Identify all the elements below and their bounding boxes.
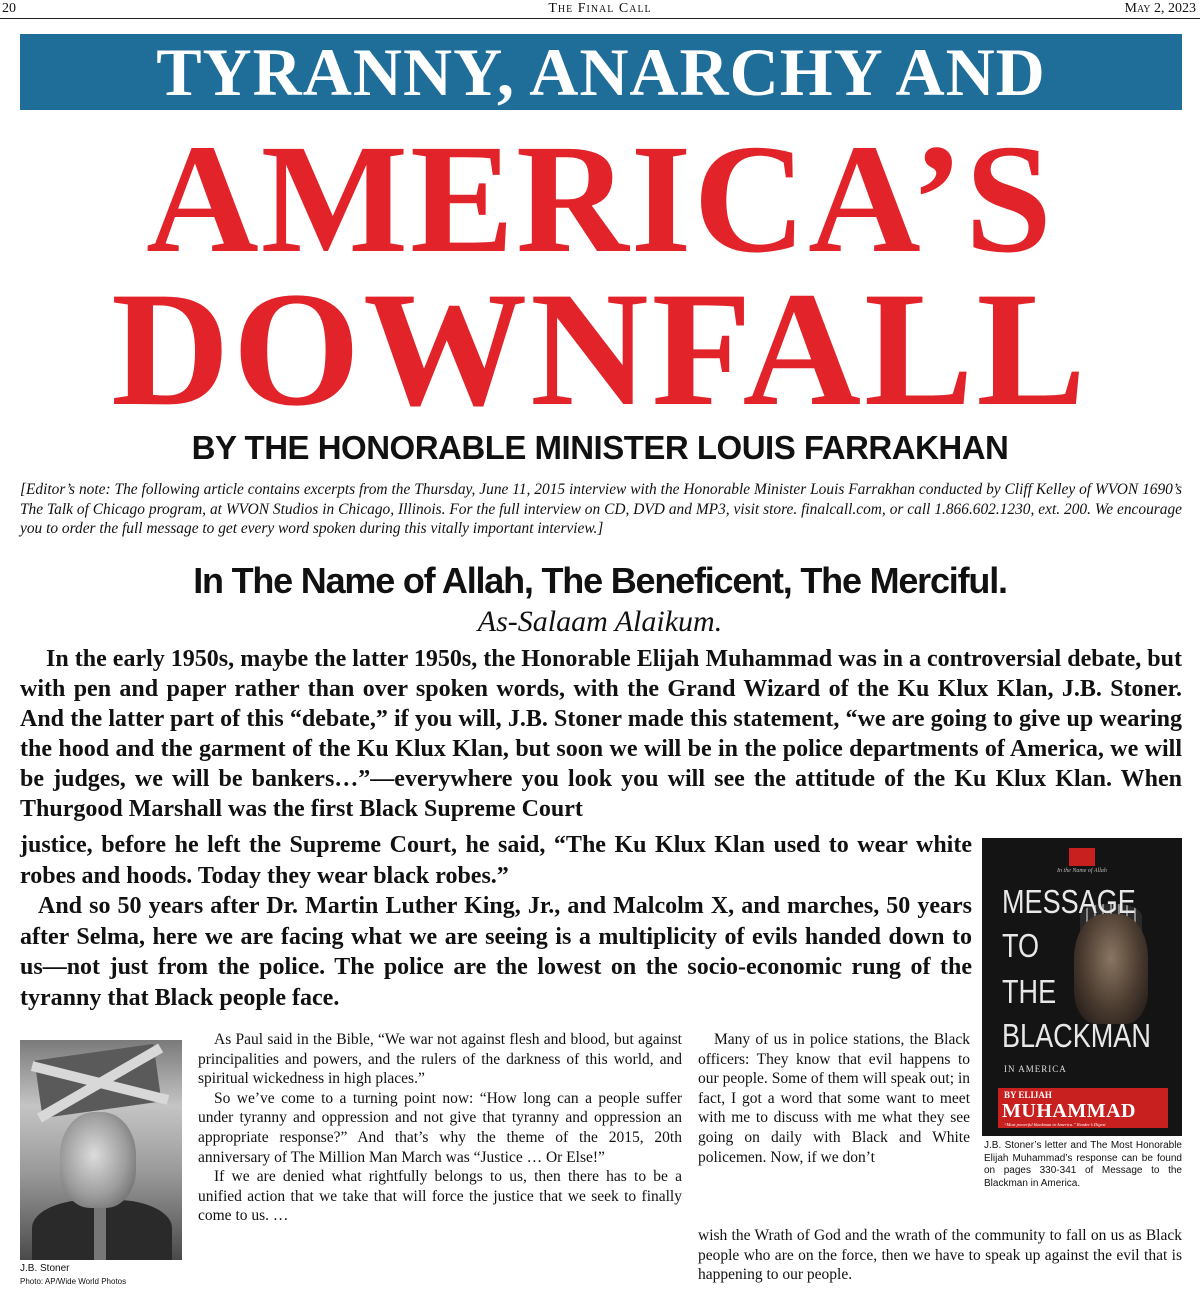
- body-column-3: [698, 1030, 970, 1167]
- salaam-greeting: As-Salaam Alaikum.: [477, 605, 723, 638]
- headline-line-2: DOWNFALL: [111, 259, 1089, 440]
- body-paragraph: So we’ve come to a turning point now: “How long can a people suffer under tyranny and oppression and not give that tyranny and oppression an appropriate response?” And that’s why the theme of the 2015, 20th anniversary of The Million Man March was “Justice … Or Else!”: [198, 1089, 682, 1166]
- book-subtitle: IN AMERICA: [1004, 1064, 1067, 1074]
- bismillah-heading: In The Name of Allah, The Beneficent, The Merciful.: [193, 560, 1007, 601]
- masthead: [0, 0, 1200, 20]
- masthead-rule: [0, 18, 1200, 19]
- body-paragraph: As Paul said in the Bible, “We war not against flesh and blood, but against principalities and powers, and the rulers of the darkness of this world, and spiritual wickedness in high places.”: [198, 1031, 682, 1088]
- tie: [94, 1202, 106, 1260]
- book-title-line: THE: [1002, 973, 1057, 1010]
- book-title-line: MESSAGE: [1002, 883, 1136, 920]
- lead-paragraph: [20, 644, 1182, 824]
- lead-text-narrow: justice, before he left the Supreme Court, he said, “The Ku Klux Klan used to wear white robes and hoods. Today they wear black robes.”: [20, 832, 972, 889]
- book-author: MUHAMMAD: [1002, 1100, 1136, 1122]
- book-top-text: In the Name of Allah: [1057, 868, 1107, 874]
- book-quote: “Most powerful blackman in America.” Reader’s Digest: [1004, 1122, 1106, 1127]
- portrait-face: [1074, 914, 1148, 1024]
- portrait-head: [60, 1112, 136, 1208]
- lead-continuation: [20, 830, 972, 1013]
- jb-stoner-photo: [20, 1040, 182, 1260]
- body-column-3-continued: wish the Wrath of God and the wrath of the community to fall on us as Black people who are on the force, then we have to speak up against the evil that is happening to our people.: [698, 1227, 1182, 1284]
- body-column-2: [198, 1030, 682, 1226]
- photo-caption: J.B. Stoner: [20, 1263, 70, 1274]
- body-paragraph: If we are denied what rightfully belongs to us, then there has to be a unified action that we take that will force the justice that we seek to finally come to us. …: [198, 1168, 682, 1225]
- byline: BY THE HONORABLE MINISTER LOUIS FARRAKHAN: [191, 429, 1009, 466]
- lead-text-wide: In the early 1950s, maybe the latter 1950s, the Honorable Elijah Muhammad was in a controversial debate, but with pen and paper rather than over spoken words, with the Grand Wizard of the Ku Klux Klan, J.B. Stoner. And the latter part of this “debate,” if you will, J.B. Stoner made this statement, “we are going to give up wearing the hood and the garment of the Ku Klux Klan, but soon we will be in the police departments of America, we will be judges, we will be bankers…”—everywhere you look you will see the attitude of the Ku Klux Klan. When Thurgood Marshall was the first Black Supreme Court: [20, 646, 1182, 822]
- body-paragraph: Many of us in police stations, the Black officers: They know that evil happens to our people. Some of them will speak out; in fact, I got a word that some want to meet with me to discuss with me what they see going on daily with Black and White policemen. Now, if we don’t: [698, 1031, 970, 1166]
- book-caption: J.B. Stoner’s letter and The Most Honorable Elijah Muhammad’s response can be found on pages 330-341 of Message to the Blackman in America.: [984, 1140, 1182, 1189]
- headline-banner: [20, 34, 1182, 110]
- photo-credit: Photo: AP/Wide World Photos: [20, 1277, 127, 1286]
- headline-banner-text: TYRANNY, ANARCHY AND: [156, 34, 1046, 110]
- headline-line-1: AMERICA’S: [146, 112, 1054, 285]
- editor-note: [Editor’s note: The following article contains excerpts from the Thursday, June 11, 2015 interview with the Honorable Minister Louis Farrakhan conducted by Cliff Kelley of WVON 1690’s The Talk of Chicago program, at WVON Studios in Chicago, Illinois. For the full interview on CD, DVD and MP3, visit store. finalcall.com, or call 1.866.602.1230, ext. 200. We encourage you to order the full message to get every word spoken during this vitally important interview.]: [20, 481, 1182, 537]
- issue-date: May 2, 2023: [1124, 1, 1196, 16]
- book-by: BY ELIJAH: [1004, 1090, 1052, 1100]
- book-title-line: TO: [1002, 927, 1040, 964]
- publication-name: The Final Call: [548, 1, 652, 16]
- book-title-line: BLACKMAN: [1002, 1017, 1151, 1054]
- lead-paragraph-2: And so 50 years after Dr. Martin Luther King, Jr., and Malcolm X, and marches, 50 years after Selma, here we are facing what we are seeing is a multiplicity of evils handed down to us—not just from the police. The police are the lowest on the socio-economic rung of the tyranny that Black people face.: [20, 893, 972, 1011]
- page-number: 20: [2, 1, 16, 16]
- book-cover-image: [982, 838, 1182, 1136]
- crescent-flag-icon: [1069, 848, 1095, 866]
